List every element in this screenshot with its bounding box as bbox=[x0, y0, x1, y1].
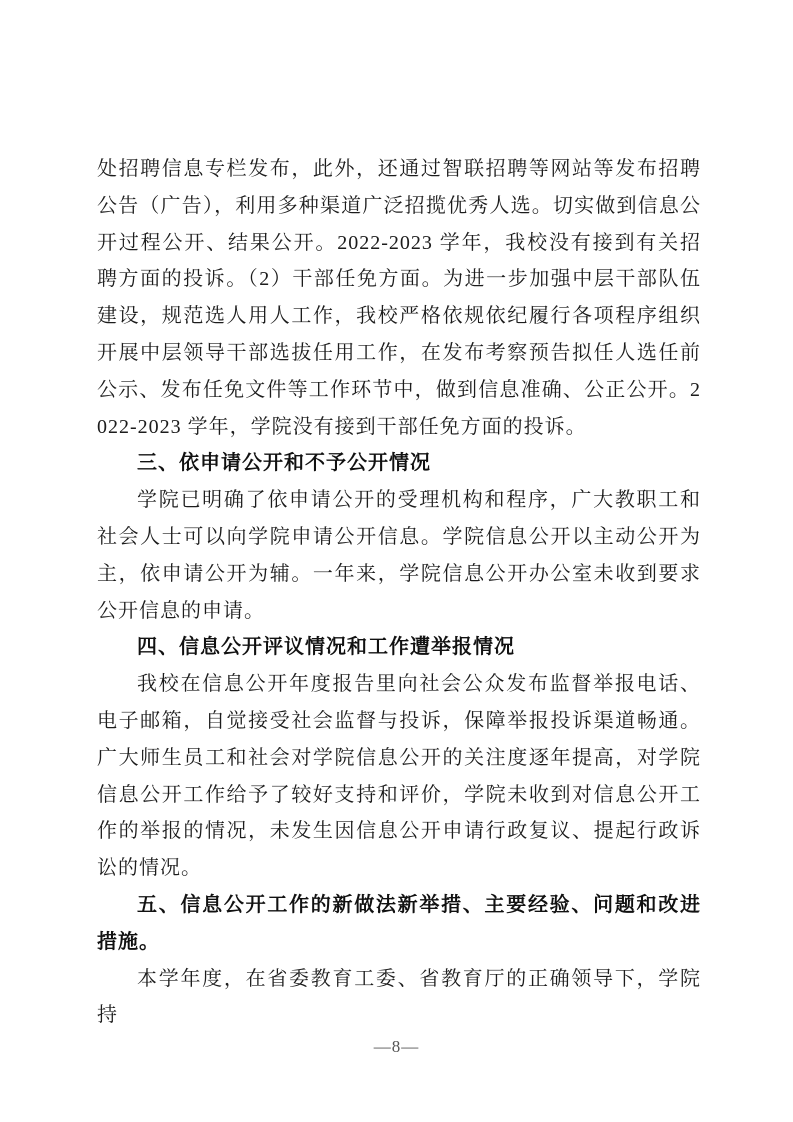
paragraph: 我校在信息公开年度报告里向社会公众发布监督举报电话、电子邮箱，自觉接受社会监督与投诉，保障举报投诉渠道畅通。广大师生员工和社会对学院信息公开的关注度逐年提高，对学院信息公开工作给予了较好支持和评价，学院未收到对信息公开工作的举报的情况，未发生因信息公开申请行政复议、提起行政诉讼的情况。 bbox=[97, 673, 701, 880]
document-body bbox=[97, 151, 701, 1034]
paragraph: 本学年度，在省委教育工委、省教育厅的正确领导下，学院持 bbox=[97, 967, 701, 1027]
section-heading: 四、信息公开评议情况和工作遭举报情况 bbox=[137, 636, 515, 659]
section-heading: 三、依申请公开和不予公开情况 bbox=[137, 452, 431, 475]
paragraph: 处招聘信息专栏发布，此外，还通过智联招聘等网站等发布招聘公告（广告），利用多种渠道广泛招揽优秀人选。切实做到信息公开过程公开、结果公开。2022-2023 学年，我校没有接到有关招聘方面的投诉。（2）干部任免方面。为进一步加强中层干部队伍建设，规范选人用人工作，我校严格依规依纪履行各项程序组织开展中层领导干部选拔任用工作，在发布考察预告拟任人选任前公示、发布任免文件等工作环节中，做到信息准确、公正公开。2022-2023 学年，学院没有接到干部任免方面的投诉。 bbox=[97, 158, 701, 438]
page-number: —8— bbox=[373, 1037, 420, 1056]
section-heading: 五、信息公开工作的新做法新举措、主要经验、问题和改进措施。 bbox=[97, 893, 701, 953]
paragraph: 学院已明确了依申请公开的受理机构和程序，广大教职工和社会人士可以向学院申请公开信息。学院信息公开以主动公开为主，依申请公开为辅。一年来，学院信息公开办公室未收到要求公开信息的申请。 bbox=[97, 489, 701, 622]
